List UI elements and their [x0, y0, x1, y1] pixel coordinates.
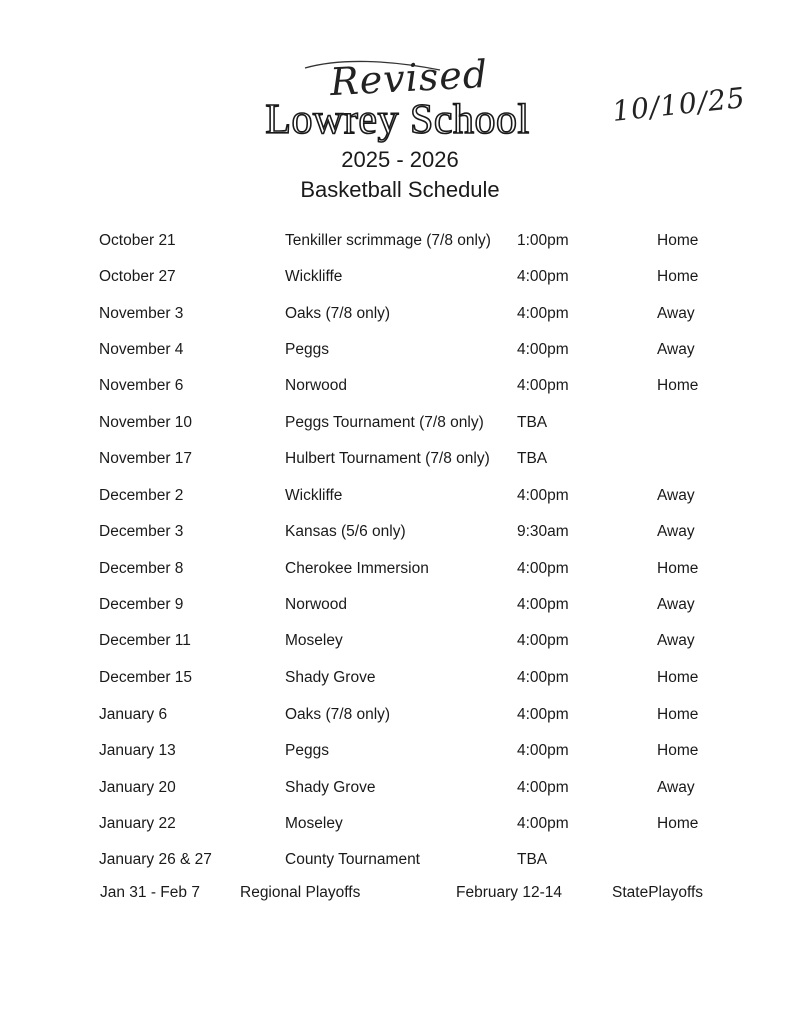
game-time: 4:00pm [517, 632, 569, 650]
game-date: November 10 [99, 413, 193, 431]
playoffs-footer [0, 884, 791, 908]
game-opponent: Peggs [285, 742, 329, 760]
game-date: December 3 [99, 523, 184, 541]
game-location: Home [657, 377, 699, 395]
game-location: Home [657, 268, 699, 286]
game-time: 4:00pm [517, 340, 569, 358]
game-opponent: Peggs [285, 340, 329, 358]
game-row [0, 414, 791, 438]
game-row [0, 742, 791, 766]
game-time: 4:00pm [517, 559, 569, 577]
game-opponent: Norwood [285, 596, 348, 613]
game-date: December 11 [99, 632, 191, 650]
game-location: Away [657, 632, 695, 650]
game-time: 4:00pm [517, 596, 569, 613]
game-opponent: Shady Grove [285, 668, 376, 686]
game-date: January 26 & 27 [99, 851, 212, 869]
game-location: Home [657, 232, 699, 249]
game-row [0, 487, 791, 511]
game-time: 4:00pm [517, 778, 569, 796]
game-row [0, 377, 791, 401]
game-location: Away [657, 778, 695, 796]
game-row [0, 706, 791, 730]
game-time: 4:00pm [517, 304, 569, 322]
game-time: 1:00pm [517, 232, 569, 249]
game-date: December 8 [99, 559, 184, 577]
game-row [0, 268, 791, 292]
game-opponent: Moseley [285, 814, 343, 832]
game-date: December 9 [99, 596, 184, 613]
game-location: Home [657, 814, 699, 832]
game-time: 4:00pm [517, 377, 569, 395]
game-date: December 15 [99, 668, 193, 686]
game-location: Home [657, 668, 699, 686]
regional-playoff-dates: Jan 31 - Feb 7 [100, 884, 200, 901]
game-opponent: Oaks (7/8 only) [285, 304, 391, 322]
game-time: TBA [517, 851, 548, 869]
game-time: 4:00pm [517, 268, 569, 286]
game-row [0, 305, 791, 329]
game-time: 4:00pm [517, 487, 569, 505]
game-row [0, 560, 791, 584]
game-row [0, 632, 791, 656]
game-date: January 6 [99, 705, 168, 723]
game-date: November 17 [99, 449, 193, 467]
game-opponent: Wickliffe [285, 487, 343, 505]
game-location: Away [657, 596, 695, 613]
season-years: 2025 - 2026 [341, 147, 459, 172]
game-date: October 27 [99, 268, 176, 286]
school-name-text: Lowrey School [265, 97, 530, 143]
schedule-title: Basketball Schedule [300, 177, 500, 202]
game-date: January 20 [99, 778, 176, 796]
game-time: 4:00pm [517, 742, 569, 760]
game-location: Away [657, 304, 695, 322]
game-location: Home [657, 559, 699, 577]
game-date: November 3 [99, 304, 184, 322]
game-location: Away [657, 487, 695, 505]
game-row [0, 815, 791, 839]
game-time: 4:00pm [517, 705, 569, 723]
game-opponent: Peggs Tournament (7/8 only) [285, 413, 484, 431]
game-date: November 4 [99, 340, 184, 358]
game-row [0, 450, 791, 474]
game-time: 4:00pm [517, 814, 569, 832]
game-opponent: Cherokee Immersion [285, 559, 429, 577]
game-date: January 22 [99, 814, 176, 832]
game-row [0, 851, 791, 875]
school-name [2, 96, 791, 144]
state-playoff-dates: February 12-14 [456, 884, 562, 901]
revised-handwritten-note: Revised [328, 51, 490, 105]
regional-playoff-label: Regional Playoffs [240, 884, 361, 901]
game-time: TBA [517, 413, 548, 431]
game-date: January 13 [99, 742, 176, 760]
game-time: TBA [517, 449, 548, 467]
game-opponent: Tenkiller scrimmage (7/8 only) [285, 232, 491, 249]
game-time: 4:00pm [517, 668, 569, 686]
game-row [0, 523, 791, 547]
state-playoff-label: StatePlayoffs [612, 884, 704, 901]
game-date: November 6 [99, 377, 184, 395]
game-location: Home [657, 742, 699, 760]
game-opponent: Norwood [285, 377, 348, 395]
revision-date-handwritten: 10/10/25 [610, 81, 748, 128]
game-row [0, 669, 791, 693]
game-opponent: Wickliffe [285, 268, 343, 286]
game-date: October 21 [99, 232, 176, 249]
game-opponent: Hulbert Tournament (7/8 only) [285, 449, 490, 467]
game-opponent: Kansas (5/6 only) [285, 523, 406, 541]
game-row [0, 232, 791, 256]
game-opponent: County Tournament [285, 851, 420, 869]
game-opponent: Oaks (7/8 only) [285, 705, 391, 723]
game-location: Away [657, 340, 695, 358]
game-date: December 2 [99, 487, 184, 505]
game-row [0, 341, 791, 365]
game-location: Away [657, 523, 695, 541]
game-time: 9:30am [517, 523, 569, 541]
game-location: Home [657, 705, 699, 723]
game-row [0, 779, 791, 803]
game-row [0, 596, 791, 620]
game-opponent: Moseley [285, 632, 343, 650]
game-opponent: Shady Grove [285, 778, 376, 796]
